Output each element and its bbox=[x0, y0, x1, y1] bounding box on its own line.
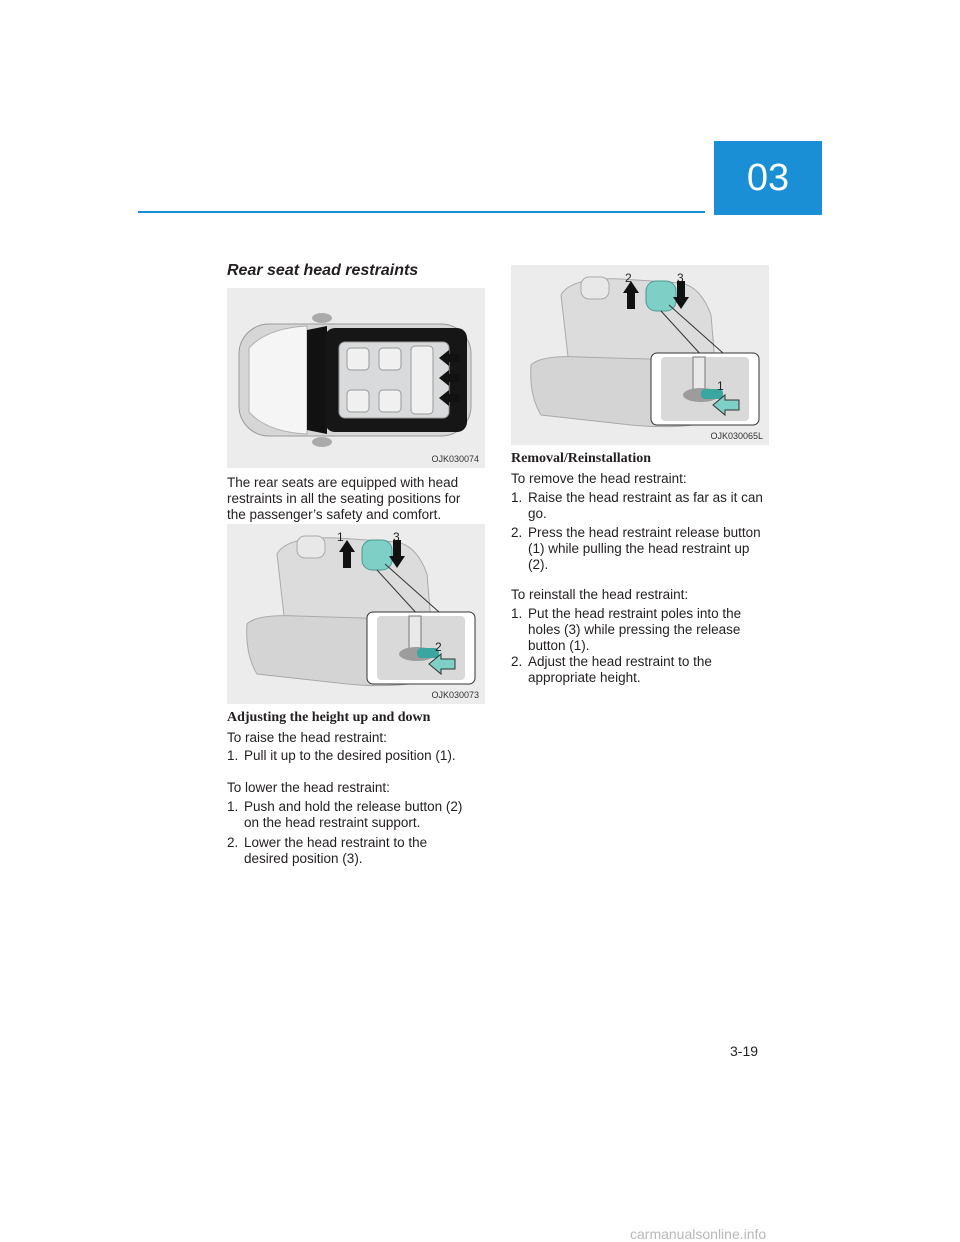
header-rule bbox=[138, 211, 705, 213]
lower-step-1 bbox=[227, 799, 487, 831]
intro-line: the passenger’s safety and comfort. bbox=[227, 507, 442, 522]
step-number: 1. bbox=[511, 606, 523, 621]
step-text: Push and hold the release button (2) bbox=[244, 799, 463, 814]
step-number: 2. bbox=[511, 654, 523, 669]
step-text: Adjust the head restraint to the bbox=[528, 654, 712, 669]
step-text: Lower the head restraint to the bbox=[244, 835, 428, 850]
figure-code: OJK030065L bbox=[710, 431, 763, 441]
removal-illustration bbox=[511, 265, 769, 445]
figure-removal bbox=[511, 265, 769, 445]
step-text: desired position (3). bbox=[244, 851, 363, 866]
step-text: button (1). bbox=[528, 638, 590, 653]
remove-intro: To remove the head restraint: bbox=[511, 471, 687, 486]
step-text: holes (3) while pressing the release bbox=[528, 622, 741, 637]
lower-intro: To lower the head restraint: bbox=[227, 780, 390, 795]
removal-heading: Removal/Reinstallation bbox=[511, 451, 651, 466]
chapter-tab bbox=[714, 141, 822, 215]
callout-2: 2 bbox=[625, 271, 632, 285]
callout-1: 1 bbox=[717, 379, 724, 393]
step-text: go. bbox=[528, 506, 547, 521]
callout-3: 3 bbox=[677, 271, 684, 285]
lower-step-2 bbox=[227, 835, 487, 867]
step-text: on the head restraint support. bbox=[244, 815, 421, 830]
step-number: 1. bbox=[511, 490, 523, 505]
step-text: Press the head restraint release button bbox=[528, 525, 761, 540]
rear-seat-arrows bbox=[439, 350, 459, 406]
raise-step-1 bbox=[227, 748, 487, 764]
remove-step-1 bbox=[511, 490, 773, 522]
figure-seat-adjust bbox=[227, 524, 485, 704]
adjust-heading: Adjusting the height up and down bbox=[227, 710, 431, 725]
step-number: 1. bbox=[227, 799, 239, 814]
intro-line: restraints in all the seating positions for bbox=[227, 491, 461, 506]
step-text: Put the head restraint poles into the bbox=[528, 606, 742, 621]
watermark: carmanualsonline.info bbox=[630, 1226, 767, 1242]
remove-step-2 bbox=[511, 525, 773, 573]
step-text: appropriate height. bbox=[528, 670, 641, 685]
step-text: (1) while pulling the head restraint up bbox=[528, 541, 750, 556]
step-number: 1. bbox=[227, 748, 239, 763]
step-number: 2. bbox=[227, 835, 239, 850]
figure-code: OJK030073 bbox=[431, 690, 479, 700]
vehicle-top-view-illustration bbox=[227, 288, 485, 468]
step-number: 2. bbox=[511, 525, 523, 540]
callout-1: 1 bbox=[337, 530, 344, 544]
callout-2: 2 bbox=[435, 640, 442, 654]
step-text: (2). bbox=[528, 557, 549, 572]
reinstall-step-2 bbox=[511, 654, 773, 686]
step-text: Pull it up to the desired position (1). bbox=[244, 748, 456, 763]
intro-paragraph bbox=[227, 475, 460, 523]
section-title: Rear seat head restraints bbox=[227, 262, 419, 279]
callout-3: 3 bbox=[393, 530, 400, 544]
raise-intro: To raise the head restraint: bbox=[227, 730, 387, 745]
step-text: Raise the head restraint as far as it can bbox=[528, 490, 763, 505]
figure-vehicle-top-view bbox=[227, 288, 485, 468]
chapter-number: 03 bbox=[746, 156, 790, 199]
page-number: 3-19 bbox=[730, 1043, 759, 1059]
intro-line: The rear seats are equipped with head bbox=[227, 475, 459, 490]
figure-code: OJK030074 bbox=[431, 454, 479, 464]
reinstall-intro: To reinstall the head restraint: bbox=[511, 587, 689, 602]
seat-adjust-illustration bbox=[227, 524, 485, 704]
reinstall-step-1 bbox=[511, 606, 773, 654]
